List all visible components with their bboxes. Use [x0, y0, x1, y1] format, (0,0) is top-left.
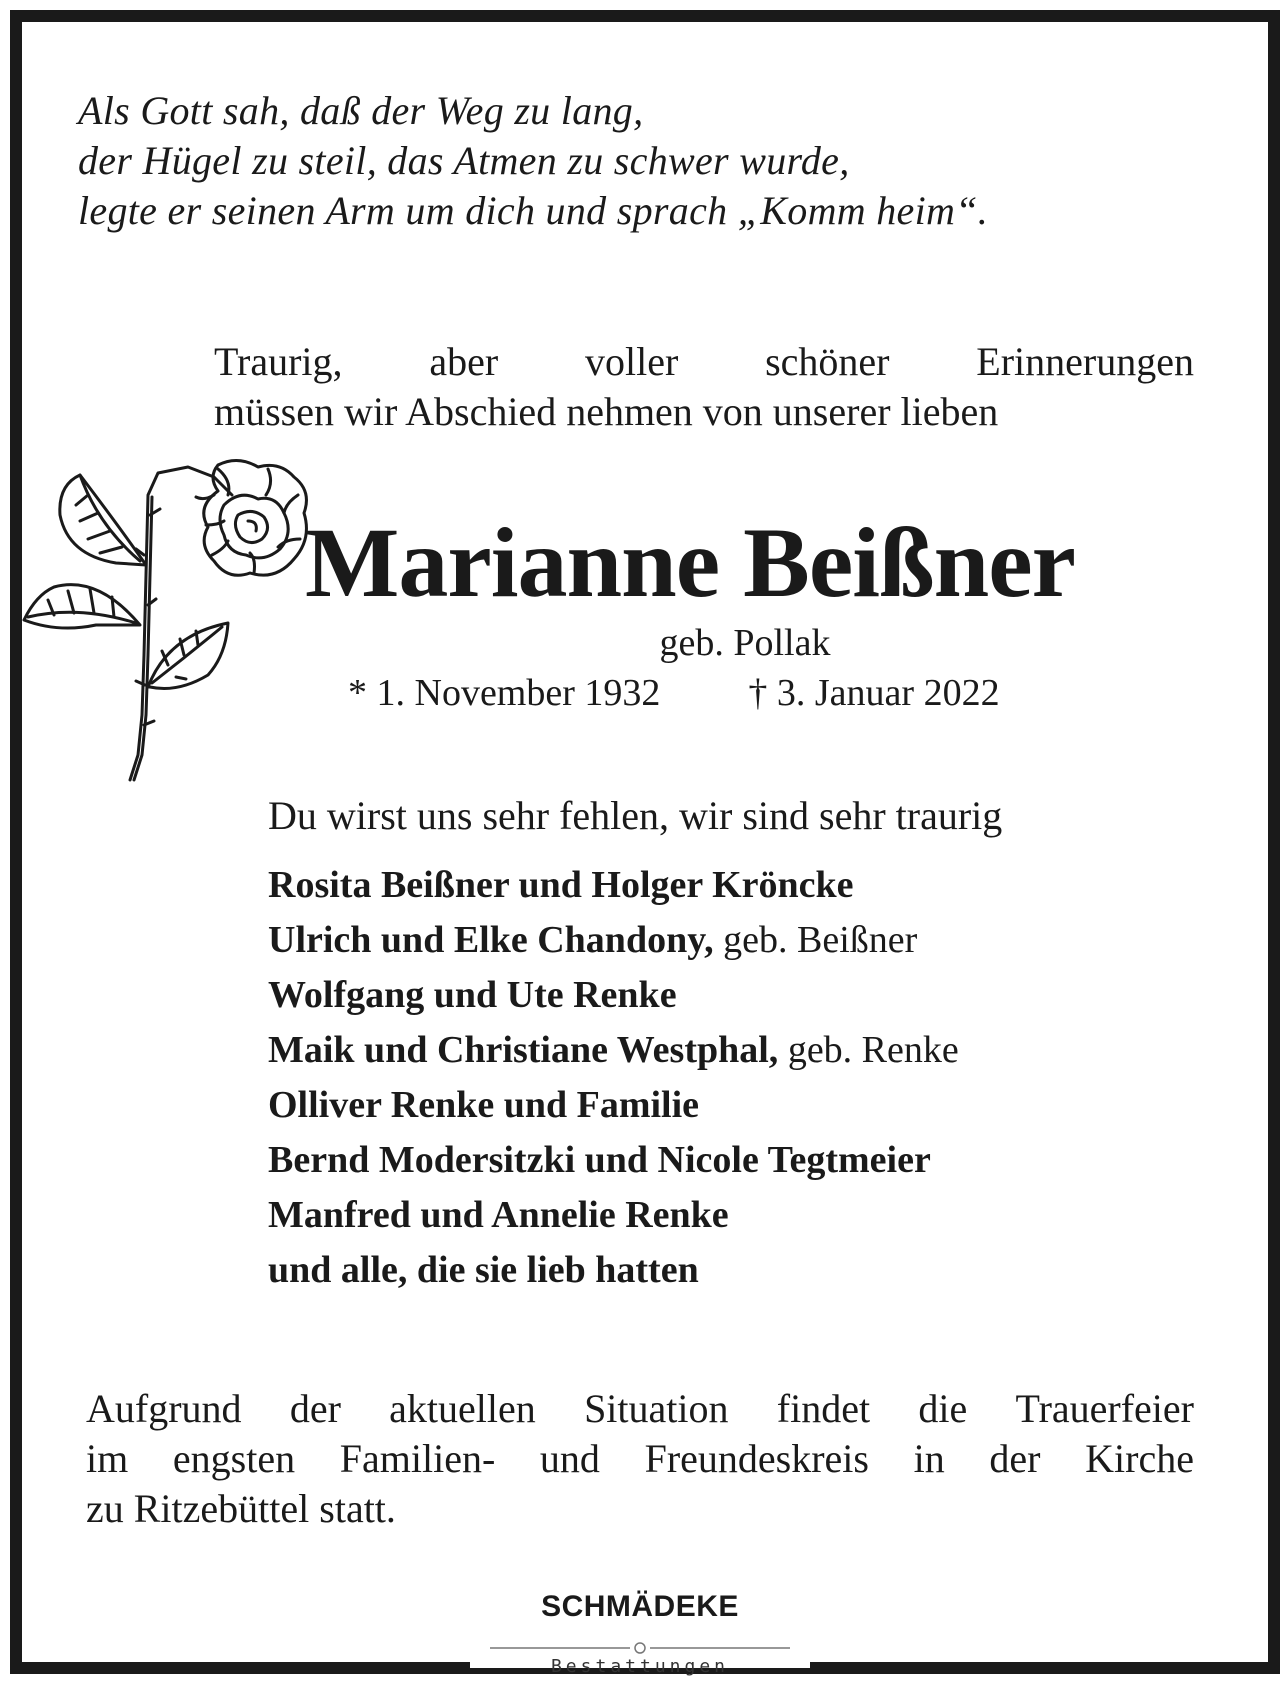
poem-line: der Hügel zu steil, das Atmen zu schwer wurde,	[78, 138, 850, 183]
mourner-line: und alle, die sie lieb hatten	[268, 1249, 699, 1291]
intro-word: Traurig,	[214, 339, 343, 384]
death-date: † 3. Januar 2022	[748, 672, 1000, 714]
deceased-name: Marianne Beißner	[305, 507, 1076, 618]
intro-line-2: müssen wir Abschied nehmen von unserer lieben	[214, 389, 999, 434]
logo-subtitle: Bestattungen	[550, 1656, 730, 1677]
notice-line-2: im engsten Familien- und Freundeskreis in der Kirche	[86, 1436, 1194, 1481]
life-dates	[348, 670, 1000, 716]
logo-name: SCHMÄDEKE	[541, 1590, 739, 1623]
mourner-line: Olliver Renke und Familie	[268, 1084, 700, 1126]
poem	[78, 86, 988, 236]
mourner-line: Rosita Beißner und Holger Kröncke	[268, 864, 854, 906]
intro-word: voller	[584, 339, 679, 384]
mourner-line: Manfred und Annelie Renke	[268, 1194, 729, 1236]
intro-word: Erinnerungen	[976, 339, 1194, 384]
poem-line: Als Gott sah, daß der Weg zu lang,	[78, 88, 644, 133]
birth-date: * 1. November 1932	[348, 672, 661, 714]
mourners-list	[268, 858, 959, 1298]
intro-word: schöner	[765, 339, 890, 384]
logo-ornament-icon	[490, 1638, 790, 1658]
notice-line-1: Aufgrund der aktuellen Situation findet die Trauerfeier	[86, 1386, 1194, 1431]
mourner-line: Wolfgang und Ute Renke	[268, 974, 677, 1016]
intro-text	[214, 337, 1194, 437]
notice-line-3: zu Ritzebüttel statt.	[86, 1486, 396, 1531]
message: Du wirst uns sehr fehlen, wir sind sehr traurig	[268, 793, 1003, 838]
mourner-line: Bernd Modersitzki und Nicole Tegtmeier	[268, 1139, 931, 1181]
poem-line: legte er seinen Arm um dich und sprach „Komm heim“.	[78, 188, 989, 233]
mourner-line: Ulrich und Elke Chandony, geb. Beißner	[268, 919, 918, 961]
funeral-home-logo	[0, 1590, 1280, 1677]
intro-line-1	[214, 337, 1194, 387]
intro-word: aber	[429, 339, 499, 384]
mourner-line: Maik und Christiane Westphal, geb. Renke	[268, 1029, 959, 1071]
maiden-name: geb. Pollak	[659, 622, 831, 664]
funeral-notice	[86, 1384, 1194, 1534]
